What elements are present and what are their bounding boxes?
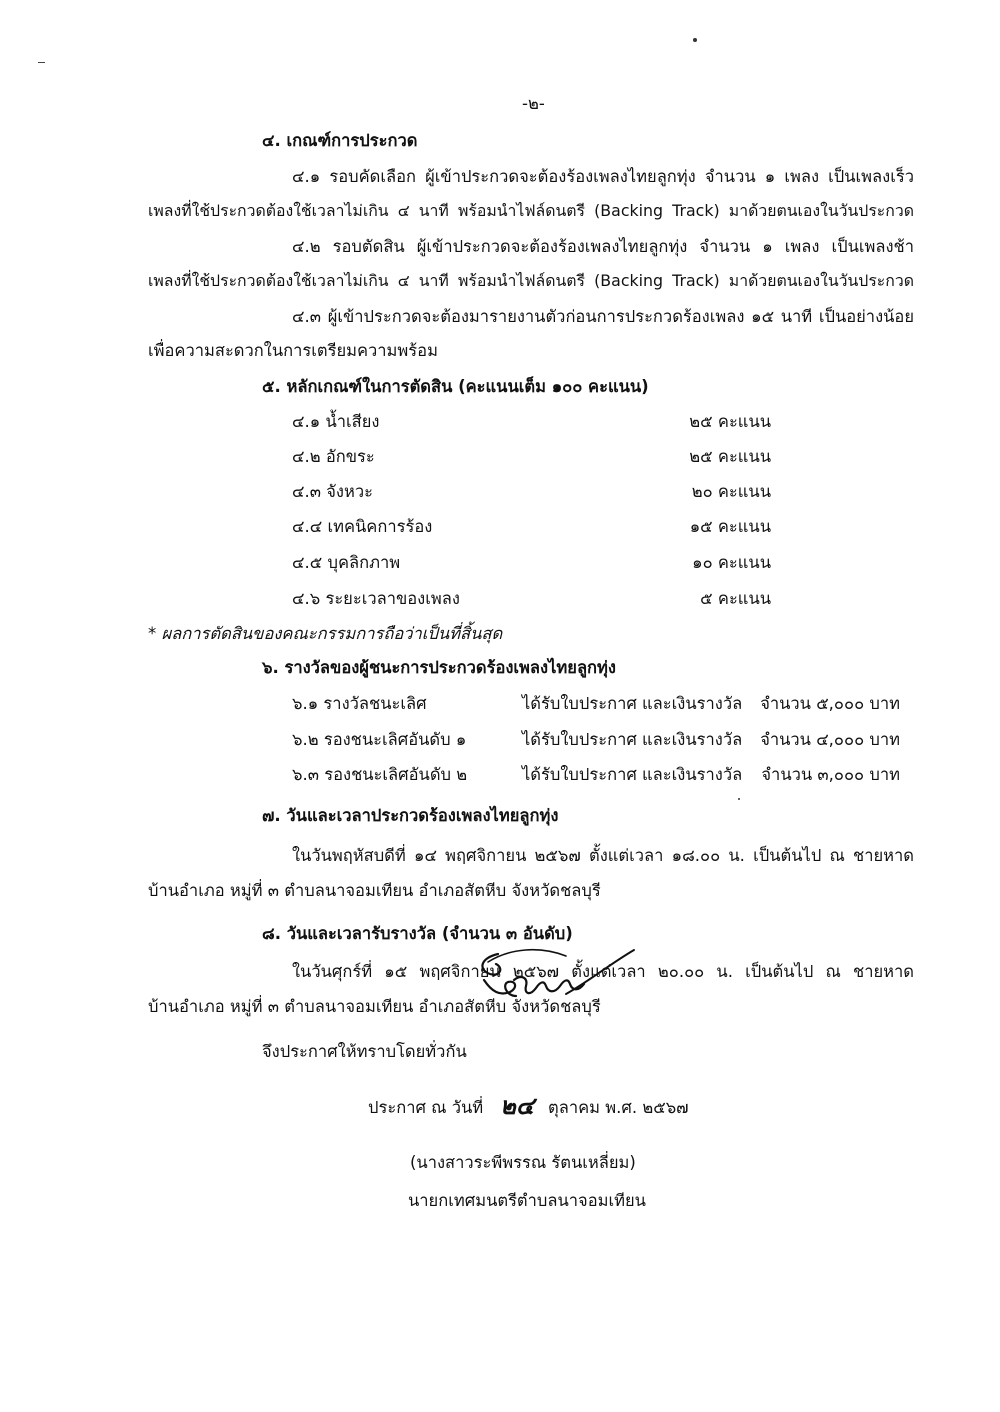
criteria-score: ๕ คะแนน (700, 589, 771, 608)
section-4-2-line-1: ๔.๒ รอบตัดสิน ผู้เข้าประกวดจะต้องร้องเพลงไทยลูกทุ่ง จำนวน ๑ เพลง เป็นเพลงช้า (292, 237, 914, 256)
prize-label: ๖.๑ รางวัลชนะเลิศ (292, 694, 427, 713)
handwritten-day: ๒๔ (500, 1091, 534, 1120)
scan-speck (738, 798, 740, 800)
section-8-line-2: บ้านอำเภอ หมู่ที่ ๓ ตำบลนาจอมเทียน อำเภอสัตหีบ จังหวัดชลบุรี (148, 997, 601, 1016)
prize-label: ๖.๓ รองชนะเลิศอันดับ ๒ (292, 765, 468, 784)
signer-title: นายกเทศมนตรีตำบลนาจอมเทียน (408, 1191, 646, 1210)
criteria-score: ๒๐ คะแนน (691, 482, 771, 501)
section-4-1-line-1: ๔.๑ รอบคัดเลือก ผู้เข้าประกวดจะต้องร้องเพลงไทยลูกทุ่ง จำนวน ๑ เพลง เป็นเพลงเร็ว (292, 167, 914, 186)
criteria-label: ๔.๓ จังหวะ (292, 482, 373, 501)
section-8-line-1: ในวันศุกร์ที่ ๑๕ พฤศจิกายน ๒๕๖๗ ตั้งแต่เวลา ๒๐.๐๐ น. เป็นต้นไป ณ ชายหาด (292, 962, 914, 981)
criteria-label: ๔.๑ น้ำเสียง (292, 412, 380, 431)
signature-image (470, 940, 640, 1010)
prize-description: ได้รับใบประกาศ และเงินรางวัล (522, 765, 743, 784)
section-7-heading: ๗. วันและเวลาประกวดร้องเพลงไทยลูกทุ่ง (262, 806, 559, 825)
section-6-heading: ๖. รางวัลของผู้ชนะการประกวดร้องเพลงไทยลูกทุ่ง (262, 658, 616, 677)
prize-amount: จำนวน ๔,๐๐๐ บาท (760, 730, 900, 749)
section-4-1-line-2: เพลงที่ใช้ประกวดต้องใช้เวลาไม่เกิน ๔ นาที พร้อมนำไฟล์ดนตรี (Backing Track) มาด้วยตนเองในวันประกวด (148, 201, 914, 220)
criteria-score: ๑๐ คะแนน (692, 553, 771, 572)
criteria-label: ๔.๖ ระยะเวลาของเพลง (292, 589, 460, 608)
prize-amount: จำนวน ๕,๐๐๐ บาท (760, 694, 900, 713)
page-number: -๒- (522, 94, 545, 113)
prize-label: ๖.๒ รองชนะเลิศอันดับ ๑ (292, 730, 467, 749)
criteria-score: ๒๕ คะแนน (689, 412, 771, 431)
section-4-heading: ๔. เกณฑ์การประกวด (262, 131, 418, 150)
signer-name: (นางสาวระพีพรรณ รัตนเหลี่ยม) (410, 1153, 636, 1172)
section-7-line-2: บ้านอำเภอ หมู่ที่ ๓ ตำบลนาจอมเทียน อำเภอสัตหีบ จังหวัดชลบุรี (148, 881, 601, 900)
criteria-label: ๔.๒ อักขระ (292, 447, 375, 466)
section-8-heading: ๘. วันและเวลารับรางวัล (จำนวน ๓ อันดับ) (262, 924, 573, 943)
section-4-3-line-1: ๔.๓ ผู้เข้าประกวดจะต้องมารายงานตัวก่อนการประกวดร้องเพลง ๑๕ นาที เป็นอย่างน้อย (292, 307, 914, 326)
prize-amount: จำนวน ๓,๐๐๐ บาท (761, 765, 900, 784)
section-7-line-1: ในวันพฤหัสบดีที่ ๑๔ พฤศจิกายน ๒๕๖๗ ตั้งแต่เวลา ๑๘.๐๐ น. เป็นต้นไป ณ ชายหาด (292, 846, 914, 865)
criteria-label: ๔.๕ บุคลิกภาพ (292, 553, 401, 572)
announcement-date-prefix: ประกาศ ณ วันที่ (368, 1098, 484, 1117)
scan-mark (38, 62, 45, 63)
section-4-2-line-2: เพลงที่ใช้ประกวดต้องใช้เวลาไม่เกิน ๔ นาที พร้อมนำไฟล์ดนตรี (Backing Track) มาด้วยตนเองในวันประกวด (148, 271, 914, 290)
announcement-date-suffix: ตุลาคม พ.ศ. ๒๕๖๗ (548, 1098, 689, 1117)
section-4-3-line-2: เพื่อความสะดวกในการเตรียมความพร้อม (148, 341, 438, 360)
criteria-score: ๒๕ คะแนน (689, 447, 771, 466)
prize-description: ได้รับใบประกาศ และเงินรางวัล (522, 730, 743, 749)
criteria-score: ๑๕ คะแนน (689, 517, 771, 536)
criteria-label: ๔.๔ เทคนิคการร้อง (292, 517, 433, 536)
scan-speck (693, 38, 697, 42)
prize-description: ได้รับใบประกาศ และเงินรางวัล (522, 694, 743, 713)
closing-statement: จึงประกาศให้ทราบโดยทั่วกัน (262, 1042, 467, 1061)
section-5-heading: ๕. หลักเกณฑ์ในการตัดสิน (คะแนนเต็ม ๑๐๐ คะแนน) (262, 377, 649, 396)
judging-note: * ผลการตัดสินของคณะกรรมการถือว่าเป็นที่สิ้นสุด (148, 624, 503, 643)
